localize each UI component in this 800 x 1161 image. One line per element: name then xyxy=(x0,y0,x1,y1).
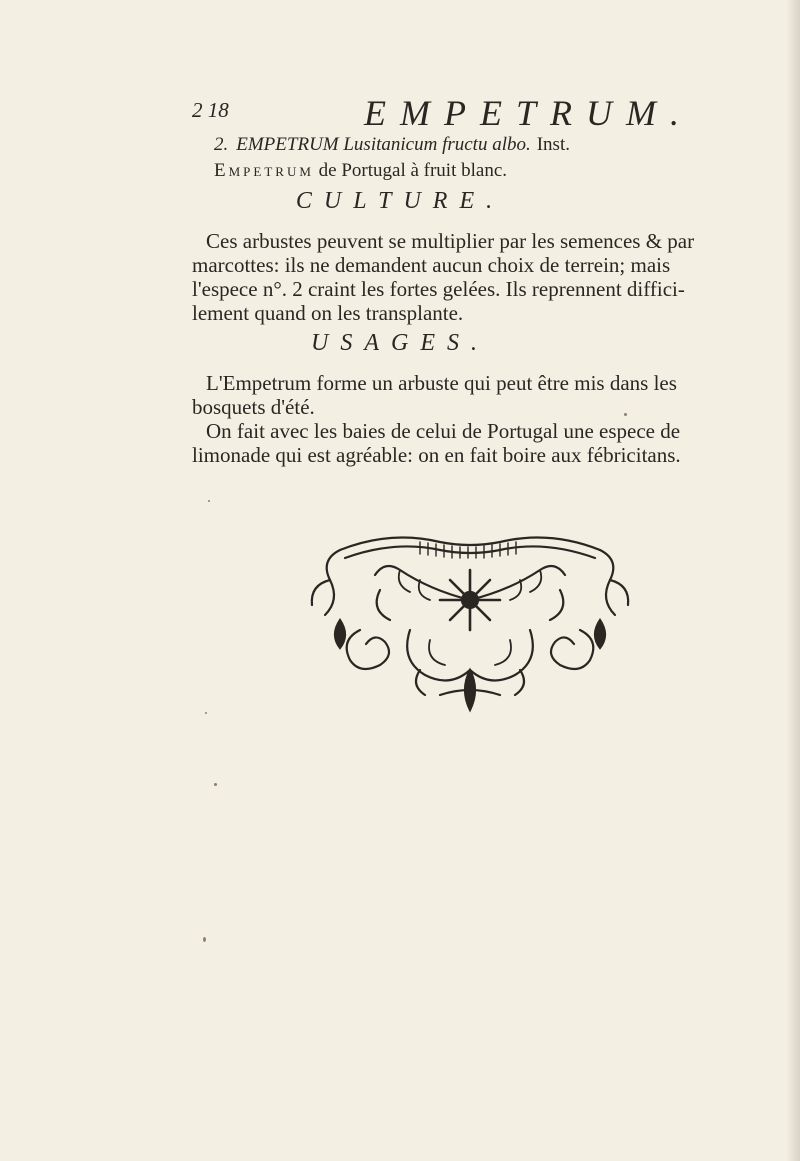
text-line: On fait avec les baies de celui de Portugal une espece de xyxy=(206,419,681,443)
floral-tailpiece-ornament-icon xyxy=(300,520,640,720)
culture-paragraph xyxy=(192,229,695,325)
text-line: bosquets d'été. xyxy=(192,395,315,419)
text-line: marcottes: ils ne demandent aucun choix de terrein; mais xyxy=(192,253,671,277)
french-name-caps: Empetrum xyxy=(214,160,314,181)
ink-speck xyxy=(624,413,627,416)
text-line: Ces arbustes peuvent se multiplier par les semences & par xyxy=(206,229,695,253)
latin-name-line xyxy=(214,134,634,156)
species-entry xyxy=(214,134,634,182)
french-name-line xyxy=(214,160,634,182)
culture-heading: CULTURE. xyxy=(295,188,505,214)
latin-authority: Inst. xyxy=(536,134,570,155)
running-head xyxy=(192,92,693,133)
usages-heading: USAGES. xyxy=(311,330,489,356)
ink-speck xyxy=(203,937,206,942)
text-line: L'Empetrum forme un arbuste qui peut être mis dans les xyxy=(206,371,677,395)
page-edge-shadow xyxy=(786,0,800,1161)
text-line: limonade qui est agréable: on en fait boire aux fébricitans. xyxy=(192,443,681,467)
usages-paragraph-1 xyxy=(192,371,677,419)
ink-speck xyxy=(208,500,210,502)
page-number: 2 18 xyxy=(192,98,229,122)
text-line: l'espece n°. 2 craint les fortes gelées. Ils reprennent diffici- xyxy=(192,277,685,301)
ink-speck xyxy=(205,712,207,714)
french-name-rest: de Portugal à fruit blanc. xyxy=(313,160,508,181)
ink-speck xyxy=(214,783,217,786)
usages-paragraph-2 xyxy=(192,419,681,467)
entry-number: 2. xyxy=(214,134,229,155)
running-title: EMPETRUM. xyxy=(364,93,693,133)
latin-name: EMPETRUM Lusitanicum fructu albo. xyxy=(236,134,531,155)
text-line: lement quand on les transplante. xyxy=(192,301,464,325)
